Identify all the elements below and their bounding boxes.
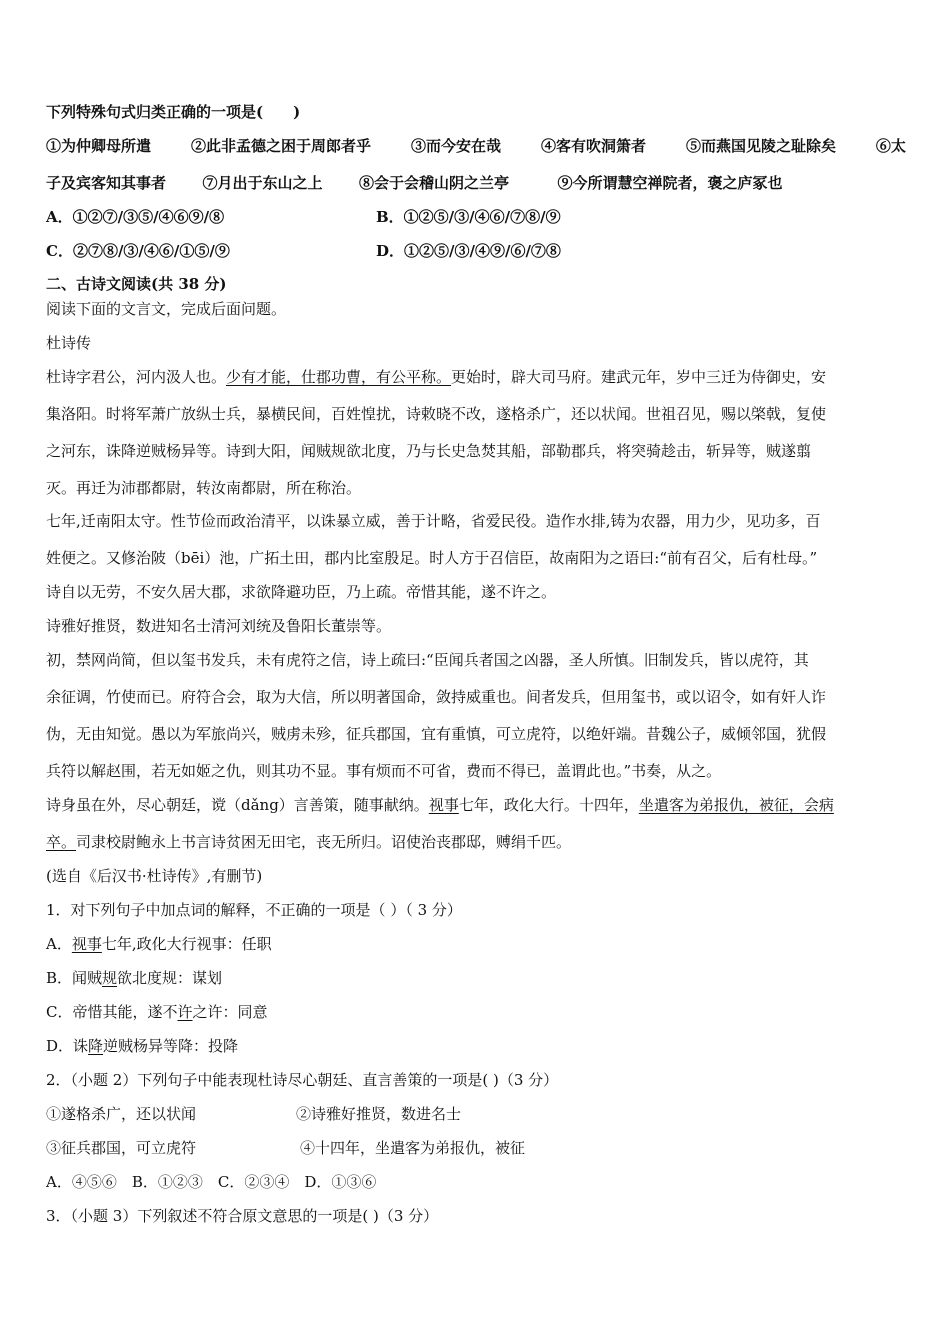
item: ④客有吹洞箫者 [540, 137, 646, 155]
underlined-word: 视事 [428, 796, 459, 814]
question-stem: 下列特殊句式归类正确的一项是( ) [46, 103, 301, 121]
passage-line: 诗雅好推贤，数进知名士清河刘统及鲁阳长董崇等。 [46, 617, 392, 635]
item: 子及宾客知其事者 [46, 174, 167, 192]
q2-item-4: ④十四年，坐遣客为弟报仇，被征 [300, 1139, 526, 1157]
item: ①为仲卿母所遣 [46, 137, 152, 155]
items-line-1 [46, 136, 906, 156]
underlined-sentence: 卒。 [46, 833, 77, 851]
passage-source: (选自《后汉书·杜诗传》,有删节) [46, 867, 263, 885]
q2-item-2: ②诗雅好推贤，数进名士 [296, 1105, 462, 1123]
instruction: 阅读下面的文言文，完成后面问题。 [46, 300, 287, 318]
section-heading: 二、古诗文阅读(共 38 分) [46, 275, 227, 293]
q1-option-a[interactable]: A．视事七年,政化大行视事：任职 [46, 935, 272, 953]
item: ⑤而燕国见陵之耻除矣 [685, 137, 836, 155]
item: ⑦月出于东山之上 [202, 174, 323, 192]
option-c[interactable]: C．②⑦⑧/③/④⑥/①⑤/⑨ [46, 242, 230, 260]
passage-line: 伪，无由知觉。愚以为军旅尚兴，贼虏未殄，征兵郡国，宜有重慎，可立虎符，以绝奸端。昔魏公子，威倾邻国，犹假 [46, 725, 827, 743]
q2-item-1: ①遂格杀广，还以状闻 [46, 1105, 197, 1123]
passage-line: 姓便之。又修治陂（bēi）池，广拓土田，郡内比室殷足。时人方于召信臣，故南阳为之语曰:“前有召父，后有杜母。” [46, 549, 818, 567]
q2-item-3: ③征兵郡国，可立虎符 [46, 1139, 197, 1157]
q1-option-c[interactable]: C．帝惜其能，遂不许之许：同意 [46, 1003, 268, 1021]
passage-line: 诗自以无劳，不安久居大郡，求欲降避功臣，乃上疏。帝惜其能，遂不许之。 [46, 583, 557, 601]
item: ③而今安在哉 [410, 137, 501, 155]
passage-line: 卒。司隶校尉鲍永上书言诗贫困无田宅，丧无所归。诏使治丧郡邸，赙绢千匹。 [46, 833, 572, 851]
passage-line: 诗身虽在外，尽心朝廷，谠（dǎng）言善策，随事献纳。视事七年，政化大行。十四年，坐遣客为弟报仇，被征，会病 [46, 796, 834, 814]
underlined-sentence: 坐遣客为弟报仇，被征，会病 [638, 796, 834, 814]
passage-line: 余征调，竹使而已。府符合会，取为大信，所以明著国命，敛持威重也。间者发兵，但用玺书，或以诏令，如有奸人诈 [46, 688, 827, 706]
passage-line: 初，禁网尚简，但以玺书发兵，未有虎符之信，诗上疏曰:“臣闻兵者国之凶器，圣人所慎。旧制发兵，皆以虎符，其 [46, 651, 809, 669]
item: ⑨今所谓慧空禅院者，褒之庐冢也 [557, 174, 783, 192]
question-2-stem: 2．（小题 2）下列句子中能表现杜诗尽心朝廷、直言善策的一项是( )（3 分） [46, 1071, 559, 1089]
option-d[interactable]: D．①②⑤/③/④⑨/⑥/⑦⑧ [376, 242, 561, 260]
q1-option-d[interactable]: D．诛降逆贼杨异等降：投降 [46, 1037, 239, 1055]
item: ⑥太 [875, 137, 906, 155]
option-a[interactable]: A．①②⑦/③⑤/④⑥⑨/⑧ [46, 208, 225, 226]
question-1-stem: 1．对下列句子中加点词的解释，不正确的一项是（ ）（ 3 分） [46, 901, 462, 919]
underlined-sentence: 少有才能，仕郡功曹，有公平称。 [226, 368, 452, 386]
q1-option-b[interactable]: B．闻贼规欲北度规：谋划 [46, 969, 223, 987]
passage-line: 杜诗字君公，河内汲人也。少有才能，仕郡功曹，有公平称。更始时，辟大司马府。建武元年，岁中三迁为侍御史，安 [46, 368, 827, 386]
passage-title: 杜诗传 [46, 334, 92, 352]
option-b[interactable]: B．①②⑤/③/④⑥/⑦⑧/⑨ [376, 208, 561, 226]
passage-line: 集洛阳。时将军萧广放纵士兵，暴横民间，百姓惶扰，诗敕晓不改，遂格杀广，还以状闻。世祖召见，赐以棨戟，复使 [46, 405, 827, 423]
passage-line: 灭。再迁为沛郡都尉，转汝南都尉，所在称治。 [46, 479, 362, 497]
item: ②此非孟德之困于周郎者乎 [190, 137, 371, 155]
q2-options[interactable]: A．④⑤⑥ B．①②③ C．②③④ D．①③⑥ [46, 1173, 377, 1191]
items-line-2 [46, 173, 782, 193]
passage-line: 兵符以解赵围，若无如姬之仇，则其功不显。事有烦而不可省，费而不得已，盖谓此也。”书奏，从之。 [46, 762, 722, 780]
passage-line: 七年,迁南阳太守。性节俭而政治清平，以诛暴立威，善于计略，省爱民役。造作水排,铸为农器，用力少，见功多，百 [46, 512, 821, 530]
question-3-stem: 3．（小题 3）下列叙述不符合原文意思的一项是( )（3 分） [46, 1207, 439, 1225]
item: ⑧会于会稽山阴之兰亭 [358, 174, 509, 192]
passage-line: 之河东，诛降逆贼杨异等。诗到大阳，闻贼规欲北度，乃与长史急焚其船，部勒郡兵，将突骑趁击，斩异等，贼遂翦 [46, 442, 812, 460]
